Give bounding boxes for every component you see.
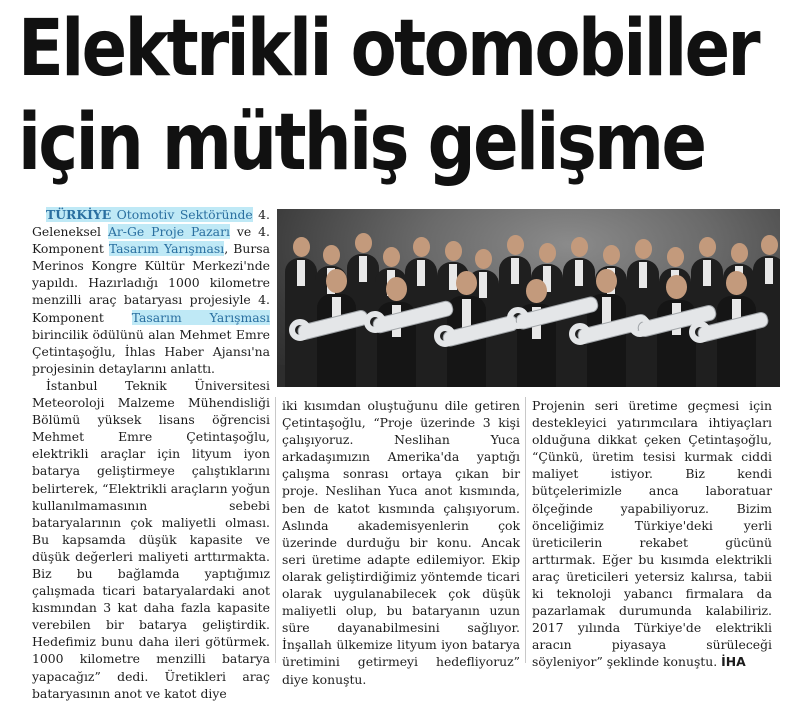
lead-paragraph: TÜRKİYE Otomotiv Sektöründe 4. Geleneksel Ar-Ge Proje Pazarı ve 4. Komponent Tasarım Yarışması, Bursa Merinos Kongre Kültür Merkezi'nde yapıldı. Hazırladığı 1000 kilometre menzilli araç bataryası projesiyle 4. Komponent Tasarım Yarışması birincilik ödülünü alan Mehmet Emre Çetintaşoğlu, İhlas Haber Ajansı'na projesinin detaylarını anlattı. <box>32 207 270 376</box>
key-ring <box>289 319 311 341</box>
headline-line-1: Elektrikli otomobiller <box>18 4 759 94</box>
photo-person <box>627 239 659 387</box>
column-3 <box>532 397 772 671</box>
column-1 <box>32 206 270 702</box>
photo-person <box>517 279 556 387</box>
highlight-turkiye: TÜRKİYE <box>46 207 112 222</box>
highlight-arge: Ar-Ge Proje Pazarı <box>107 224 230 240</box>
column-2 <box>282 397 520 688</box>
key-ring <box>434 325 456 347</box>
body-paragraph: Projenin seri üretime geçmesi için destekleyici yatırımcılara ihtiyaçları olduğuna dikkat çeken Çetintaşoğlu, “Çünkü, üretim tesisi kurmak ciddi maliyet istiyor. Biz kendi bütçelerimizle anca laboratuar ölçeğinde yapabiliyoruz. Bizim önceliğimiz Türkiye'deki yerli üreticilerin rekabet gücünü arttırmak. Eğer bu kısımda elektrikli araç üreticileri yetersiz kalırsa, tabii ki teknoloji yabancı firmalara da pazarlamak durumunda kalabiliriz. 2017 yılında Türkiye'de elektrikli aracın piyasaya sürüleceği söyleniyor” şeklinde konuştu. İHA <box>532 398 772 670</box>
news-agency-credit: İHA <box>721 654 746 670</box>
highlight-otomotiv: Otomotiv Sektöründe <box>111 207 253 222</box>
key-ring <box>689 321 711 343</box>
headline-line-2: için müthiş gelişme <box>18 98 705 188</box>
column-divider <box>275 397 276 663</box>
body-paragraph: İstanbul Teknik Üniversitesi Meteoroloji Malzeme Mühendisliği Bölümü yüksek lisans öğrencisi Mehmet Emre Çetintaşoğlu, elektrikli araçlar için lityum iyon batarya geliştirmeye çalıştıklarını belirterek, “Elektrikli araçların yoğun kullanılmamasının sebebi bataryalarının çok maliyetli olması. Bu kapsamda düşük kapasite ve düşük değerleri maliyeti arttırmakta. Biz bu bağlamda yaptığımız çalışmada ticari bataryalardaki anot kısmından 3 kat daha fazla kapasite verebilen bir batarya geliştirdik. Hedefimiz bunu daha ileri götürmek. 1000 kilometre menzilli batarya yapacağız” dedi. Üretikleri araç bataryasının anot ve katot diye <box>32 377 270 701</box>
key-ring <box>629 315 651 337</box>
highlight-tasarim-2: Tasarım Yarışması <box>131 309 270 325</box>
highlight-tasarim-1: Tasarım Yarışması <box>108 241 225 257</box>
photo-person <box>285 237 317 387</box>
body-paragraph: iki kısımdan oluştuğunu dile getiren Çetintaşoğlu, “Proje üzerinde 3 kişi çalışıyoruz. Neslihan Yuca arkadaşımızın Amerika'da yaptığı çalışma sonrası ortaya çıkan bir proje. Neslihan Yuca anot kısmında, ben de katot kısmında çalışıyorum. Aslında akademisyenlerin çok üzerinde durduğu bir konu. Ancak seri üretime adapte edilemiyor. Ekip olarak geliştirdiğimiz yöntemde ticari olarak uygulanabilecek çok düşük maliyetli olup, bu bataryanın uzun süre dayanabilmesini sağlıyor. İnşallah ülkemize lityum iyon batarya üretimini getirmeyi hedefliyoruz” diye konuştu. <box>282 398 520 687</box>
key-ring <box>569 323 591 345</box>
photo-person <box>753 235 780 387</box>
key-ring <box>364 311 386 333</box>
key-ring <box>507 307 529 329</box>
column-divider <box>525 397 526 663</box>
award-ceremony-photo <box>277 209 780 387</box>
